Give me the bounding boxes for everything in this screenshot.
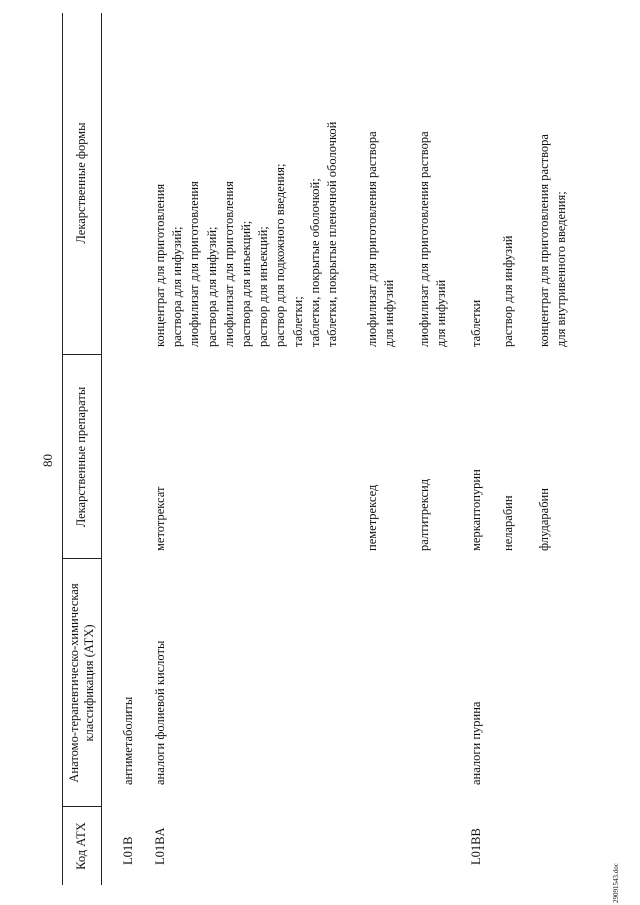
- row-classification: антиметаболиты: [121, 696, 135, 785]
- row-drug: неларабин: [501, 495, 515, 551]
- header-code: Код АТХ: [74, 822, 88, 870]
- row-classification: аналоги пурина: [469, 701, 483, 785]
- file-name-footer: 29091543.doc: [612, 863, 620, 903]
- row-forms: таблетки: [469, 299, 483, 347]
- row-drug: флударабин: [537, 488, 551, 551]
- row-forms: концентрат для приготовления раствора для инфузий; лиофилизат для приготовления раствора для инфузий; лиофилизат для приготовления раствора для инъекций; раствор для инъекций; раствор для подкожного введения; таблетки; таблетки, покрытые оболочкой; таблетки, покрытые пленочной оболочкой: [153, 121, 340, 347]
- header-drugs: Лекарственные препараты: [74, 386, 88, 528]
- row-forms: концентрат для приготовления раствора для внутривенного введения;: [537, 134, 569, 347]
- header-classification: Анатомо-терапевтическо-химическая классификация (АТХ): [67, 583, 96, 783]
- page-number: 80: [40, 454, 55, 467]
- row-code: L01B: [121, 836, 135, 865]
- row-drug: ралтитрексид: [417, 478, 431, 551]
- table-top-rule: [62, 13, 63, 885]
- row-drug: меркаптопурин: [469, 469, 483, 551]
- row-forms: лиофилизат для приготовления раствора для инфузий: [417, 131, 449, 347]
- row-code: L01BB: [469, 828, 483, 865]
- row-forms: лиофилизат для приготовления раствора для инфузий: [365, 131, 397, 347]
- row-code: L01BA: [153, 827, 167, 865]
- row-classification: аналоги фолиевой кислоты: [153, 640, 167, 785]
- row-forms: раствор для инфузий: [501, 235, 515, 347]
- column-divider-3: [62, 354, 101, 355]
- row-drug: метотрексат: [153, 486, 167, 551]
- table-header-bottom-rule: [101, 13, 102, 885]
- header-forms: Лекарственные формы: [74, 122, 88, 244]
- row-drug: пеметрексед: [365, 484, 379, 551]
- column-divider-2: [62, 558, 101, 559]
